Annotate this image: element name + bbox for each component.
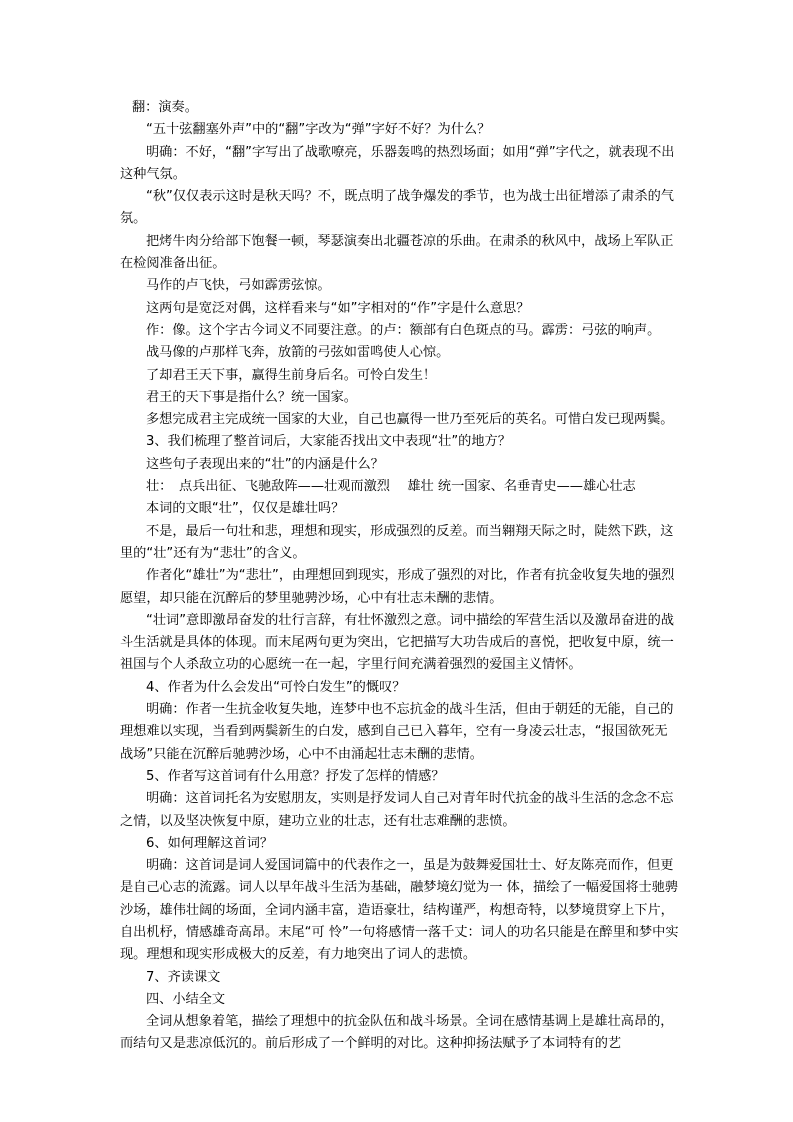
paragraph: 6、如何理解这首词？	[146, 835, 274, 851]
paragraph: 壮： 点兵出征、飞驰敌阵——壮观而激烈 雄壮 统一国家、名垂青史——雄心壮志	[146, 479, 636, 495]
paragraph: 明确：这首词是词人爱国词篇中的代表作之一，虽是为鼓舞爱国壮士、好友陈亮而作，但更是自己心志的流露。词人以早年战斗生活为基础，融梦境幻觉为一 体，描绘了一幅爱国将士驰骋沙场，雄伟壮阔的场面，全词内涵丰富，造语豪壮，结构谨严，构想奇特，以梦境贯穿上下片，自出机杼，情感雄奇高昂。末尾“可 怜”一句将感情一落千丈：词人的功名只能是在醉里和梦中实现。理想和现实形成极大的反差，有力地突出了词人的悲愤。	[120, 858, 679, 963]
paragraph: 明确：作者一生抗金收复失地，连梦中也不忘抗金的战斗生活，但由于朝廷的无能，自己的理想难以实现，当看到两鬓新生的白发，感到自己已入暮年，空有一身凌云壮志，“报国欲死无战场”只能在沉醉后驰骋沙场，心中不由涌起壮志未酬的悲情。	[120, 702, 674, 762]
paragraph: 马作的卢飞快，弓如霹雳弦惊。	[146, 278, 331, 294]
paragraph: “五十弦翻塞外声”中的“翻”字改为“弹”字好不好？为什么？	[146, 122, 491, 138]
paragraph: “壮词”意即激昂奋发的壮行言辞，有壮怀激烈之意。词中描绘的军营生活以及激昂奋进的战斗生活就是具体的体现。而末尾两句更为突出，它把描写大功告成后的喜悦，把收复中原，统一祖国与个人杀敌立功的心愿统一在一起，字里行间充满着强烈的爱国主义情怀。	[120, 612, 674, 673]
paragraph: “秋”仅仅表示这时是秋天吗？不，既点明了战争爆发的季节，也为战士出征增添了肃杀的气氛。	[120, 189, 674, 227]
paragraph: 这些句子表现出来的“壮”的内涵是什么？	[146, 456, 384, 472]
paragraph: 四、小结全文	[146, 991, 226, 1007]
paragraph: 这两句是宽泛对偶，这样看来与“如”字相对的“作”字是什么意思？	[146, 300, 530, 316]
paragraph: 把烤牛肉分给部下饱餐一顿，琴瑟演奏出北疆苍凉的乐曲。在肃杀的秋风中，战场上军队正在检阅准备出征。	[120, 233, 674, 272]
paragraph: 了却君王天下事，赢得生前身后名。可怜白发生！	[146, 367, 437, 383]
paragraph: 全词从想象着笔，描绘了理想中的抗金队伍和战斗场景。全词在感情基调上是雄壮高昂的，而结句又是悲凉低沉的。前后形成了一个鲜明的对比。这种抑扬法赋予了本词特有的艺	[120, 1014, 674, 1052]
paragraph: 3、我们梳理了整首词后，大家能否找出文中表现“壮”的地方？	[146, 434, 511, 450]
paragraph: 7、齐读课文	[146, 969, 221, 985]
paragraph: 战马像的卢那样飞奔，放箭的弓弦如雷鸣使人心惊。	[146, 345, 450, 361]
paragraph: 本词的文眼“壮”，仅仅是雄壮吗？	[146, 501, 345, 517]
paragraph: 作者化“雄壮”为“悲壮”，由理想回到现实，形成了强烈的对比，作者有抗金收复失地的强烈愿望，却只能在沉醉后的梦里驰骋沙场，心中有壮志未酬的悲情。	[120, 568, 675, 606]
paragraph: 5、作者写这首词有什么用意？抒发了怎样的情感？	[146, 768, 445, 784]
paragraph: 明确：这首词托名为安慰朋友，实则是抒发词人自己对青年时代抗金的战斗生活的念念不忘之情，以及坚决恢复中原，建功立业的壮志，还有壮志难酬的悲愤。	[120, 791, 674, 829]
document-page	[120, 97, 680, 1056]
paragraph: 4、作者为什么会发出“可怜白发生”的慨叹？	[146, 679, 406, 695]
paragraph: 多想完成君主完成统一国家的大业，自己也赢得一世乃至死后的英名。可惜白发已现两鬓。	[146, 412, 674, 428]
paragraph: 翻：演奏。	[132, 100, 198, 115]
paragraph: 君王的天下事是指什么？统一国家。	[146, 389, 357, 405]
paragraph: 不是，最后一句壮和悲，理想和现实，形成强烈的反差。而当翱翔天际之时，陡然下跌，这里的“壮”还有为“悲壮”的含义。	[120, 523, 674, 561]
paragraph: 作：像。这个字古今词义不同要注意。的卢：额部有白色斑点的马。霹雳：弓弦的响声。	[146, 322, 661, 338]
paragraph: 明确：不好，“翻”字写出了战歌嘹亮，乐器轰鸣的热烈场面；如用“弹”字代之，就表现不出这种气氛。	[120, 144, 675, 182]
